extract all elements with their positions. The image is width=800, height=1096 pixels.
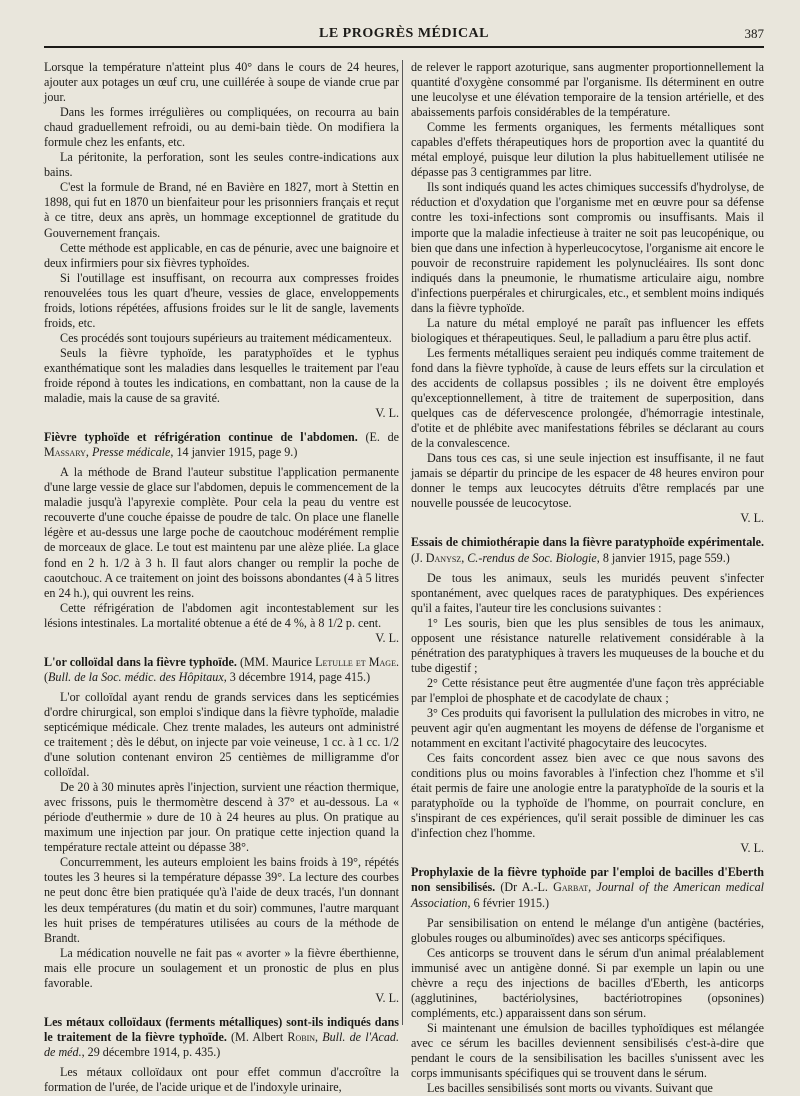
article-title: L'or colloïdal dans la fièvre typhoïde. [44, 654, 237, 669]
paragraph: C'est la formule de Brand, né en Bavière en 1827, mort à Stettin en 1898, qui fut en 1870 un bienfaiteur pour les prisonniers français et reçut à ce titre, deux ans après, un hommage exceptionnel de gratitude du Gouvernement français. [44, 180, 399, 240]
paragraph: Par sensibilisation on entend le mélange d'un antigène (bactéries, globules rouges ou albuminoïdes) avec ses anticorps spécifiques. [411, 915, 764, 945]
paragraph: Ces anticorps se trouvent dans le sérum d'un animal préalablement immunisé avec un antigène donné. Si par exemple un lapin ou une chèvre a reçu des injections de bacilles d'Eberth, les anticorps (agglutinines, bactériolysines, bactériotropines (opsonines) compléments, etc.) apparaissent dans son sérum. [411, 945, 764, 1020]
left-column [44, 60, 400, 1095]
ref-text: (E. de [357, 430, 400, 445]
paragraph: 2° Cette résistance peut être augmentée d'une façon très appréciable par l'emploi de phosphate et de cacodylate de chaux ; [411, 675, 764, 705]
ref-journal: Bull. de la Soc. médic. des Hôpitaux [48, 669, 224, 684]
column-divider [402, 60, 403, 1025]
paragraph: La nature du métal employé ne paraît pas influencer les effets biologiques et thérapeutiques. Seul, le palladium a paru être plus actif. [411, 315, 764, 345]
article-title: Prophylaxie de la fièvre typhoïde par l'emploi de bacilles d'Eberth non sensibilisés. [411, 865, 764, 895]
ref-text: (Dr A.-L. [495, 880, 554, 895]
ref-text: , 6 février 1915.) [467, 895, 550, 910]
article-title: Fièvre typhoïde et réfrigération continue de l'abdomen. [44, 430, 358, 445]
ref-text: . ( [44, 654, 399, 684]
ref-text: , [85, 445, 92, 460]
ref-text: , [588, 880, 597, 895]
ref-journal: Journal of the American medical Association [411, 880, 765, 910]
paragraph: 3° Ces produits qui favorisent la pullulation des microbes in vitro, ne peuvent agir qu'en augmentant les moyens de défense de l'organisme et notamment en excitant l'activité phagocytaire des leucocytes. [411, 705, 764, 751]
paragraph: 1° Les souris, bien que les plus sensibles de tous les animaux, opposent une résistance naturelle relativement considérable à la pénétration des paratyphiques à travers les muqueuses de la bouche et du tube digestif ; [411, 615, 764, 675]
article-heading [44, 430, 399, 460]
article-title: Les métaux colloïdaux (ferments métalliques) sont-ils indiqués dans le traitement de la fièvre typhoïde. [44, 1014, 399, 1044]
ref-text: , [315, 1029, 323, 1044]
signature: V. L. [375, 630, 399, 645]
paragraph: Les métaux colloïdaux ont pour effet commun d'accroître la formation de l'urée, de l'acide urique et de l'indoxyle urinaire, [44, 1065, 399, 1095]
paragraph: A la méthode de Brand l'auteur substitue l'application permanente d'une large vessie de glace sur l'abdomen, depuis le commencement de la maladie jusqu'à l'apyrexie complète. Pour cela la peau du ventre est recouverte d'une couche épaisse de poudre de talc. On place une flanelle légère et au-dessus une large poche de caoutchouc modérément remplie de morceaux de glace. Le tout est maintenu par une alèze pliée. La glace fond en 2 h. 1/2 à 3 h. Il faut alors changer ou remplir la poche de caoutchouc. A ce traitement on joint des boissons abondantes (4 à 5 litres en 24 h.), qui ouvrent les reins. [44, 465, 399, 600]
paragraph: de relever le rapport azoturique, sans augmenter proportionnellement la quantité d'oxygène consommé par l'organisme. Ils déterminent en outre une leucolyse et une élévation temporaire de la tension artérielle, et des abaissements parfois considérables de la température. [411, 60, 764, 120]
paragraph: De 20 à 30 minutes après l'injection, survient une réaction thermique, avec frissons, puis le thermomètre descend à 37° et au-dessous. La « période d'euthermie » dure de 10 à 24 heures au plus. On pratique au maximum une injection par jour. On pratique cette injection quand la température rectale atteint ou dépasse 38°. [44, 780, 399, 855]
signature: V. L. [740, 511, 764, 526]
paragraph: Ces faits concordent assez bien avec ce que nous savons des conditions plus ou moins favorables à l'infection chez l'homme et s'il était permis de faire une anologie entre la paratyphoïde de la souris et la paratyphoïde ou la typhoïde de l'homme, on pourrait conclure, en s'inspirant de ces expériences, qu'il serait possible de diminuer les cas d'infection chez l'homme. [411, 751, 764, 841]
ref-journal: Presse médicale [91, 445, 171, 460]
ref-author: Letulle et Mage [315, 654, 396, 669]
paragraph: Ces procédés sont toujours supérieurs au traitement médicamenteux. [60, 330, 392, 345]
paragraph: Dans tous ces cas, si une seule injection est insuffisante, il ne faut jamais se départir du principe de les espacer de 48 heures environ pour donner le temps aux leucocytes détruits d'être remplacés par une nouvelle poussée de leucocytose. [411, 451, 764, 511]
paragraph: Cette réfrigération de l'abdomen agit incontestablement sur les lésions intestinales. La mortalité obtenue a été de 4 %, à 8 1/2 p. cent. [44, 600, 399, 630]
article-heading [44, 1015, 399, 1060]
ref-text: , 14 janvier 1915, page 9.) [170, 445, 298, 460]
ref-journal: Bull. de l'Acad. de méd. [44, 1029, 400, 1059]
page-header [44, 24, 764, 48]
paragraph: Dans les formes irrégulières ou compliquées, on recourra au bain chaud graduellement refroidi, ou au demi-bain tiède. On modifiera la formule chez les enfants, etc. [44, 105, 399, 150]
page-number: 387 [744, 26, 764, 41]
ref-author: Danysz [425, 550, 462, 565]
paragraph: Comme les ferments organiques, les ferments métalliques sont capables d'effets thérapeutiques hors de proportion avec la quantité du métal employé, puisque leur dilution la plus habituellement utilisée ne dépasse pas 3 centigrammes par litre. [411, 120, 764, 180]
journal-title: LE PROGRÈS MÉDICAL [318, 26, 490, 41]
paragraph: Cette méthode est applicable, en cas de pénurie, avec une baignoire et deux infirmiers pour six fièvres typhoïdes. [44, 240, 399, 270]
ref-text: (M. Albert [226, 1029, 288, 1044]
ref-author: Robin [287, 1029, 316, 1044]
ref-text: , 8 janvier 1915, page 559.) [596, 550, 730, 565]
ref-text: (J. [411, 550, 426, 565]
ref-text: , 3 décembre 1914, page 415.) [223, 669, 371, 684]
signature: V. L. [375, 406, 399, 421]
paragraph: Concurremment, les auteurs emploient les bains froids à 19°, répétés toutes les 3 heures si la température dépasse 39°. La lecture des courbes ne peut donc être bien pratiquée qu'à l'aide de deux tracés, l'un donnant les deux températures (du matin et du soir) communes, l'autre marquant les huit prises de températures utilisées au cours de la méthode de Brandt. [44, 855, 399, 945]
ref-journal: C.-rendus de Soc. Biologie [467, 550, 597, 565]
paragraph: Seuls la fièvre typhoïde, les paratyphoïdes et le typhus exanthématique sont les maladies dans lesquelles le traitement par l'eau froide répond à toutes les indications, en combattant, non la cause de la maladie, mais la cause de sa gravité. [44, 345, 399, 406]
paragraph: Ils sont indiqués quand les actes chimiques successifs d'hydrolyse, de réduction et d'oxydation que l'organisme met en œuvre pour sa défense contre les toxi-infections sont compromis ou insuffisants. Mais il importe que la maladie infectieuse à traiter ne soit pas leucopénique, ou bien que dans une infection à hyperleucocytose, l'organisme ait encore le pouvoir de reconstruire rapidement les polynucléaires. Ils sont donc indiqués dans la pneumonie, le rhumatisme articulaire aigu, nombre d'infections puerpérales et chirurgicales, etc., et semblent moins indiqués dans la fièvre typhoïde. [411, 180, 764, 315]
paragraph: Lorsque la température n'atteint plus 40° dans le cours de 24 heures, ajouter aux potages un œuf cru, une cuillérée à soupe de viande crue par jour. [44, 60, 399, 105]
paragraph: La péritonite, la perforation, sont les seules contre-indications aux bains. [44, 150, 399, 180]
paragraph: De tous les animaux, seuls les muridés peuvent s'infecter spontanément, avec quelques races de paratyphiques. Des expériences qu'il a faites, l'auteur tire les conclusions suivantes : [411, 570, 764, 615]
ref-author: Massary [44, 445, 86, 460]
paragraph: La médication nouvelle ne fait pas « avorter » la fièvre éberthienne, mais elle procure un soulagement et un pronostic de plus en plus favorable. [44, 945, 399, 990]
article-heading [44, 655, 399, 685]
ref-text: (MM. Maurice [236, 654, 316, 669]
ref-text: , 29 décembre 1914, p. 435.) [81, 1044, 221, 1059]
paragraph: L'or colloïdal ayant rendu de grands services dans les septicémies d'ordre chirurgical, son emploi s'indique dans la fièvre typhoïde, maladie septicémique médicale. Chez trente malades, les auteurs ont administré ce traitement ; dès le début, on injecte par voie veineuse, 1 cc. à 1 cc. 1/2 d'une solution contenant environ 25 centièmes de milligramme d'or colloïdal. [44, 689, 399, 780]
article-heading [411, 535, 764, 565]
article-title: Essais de chimiothérapie dans la fièvre paratyphoïde expérimentale. [411, 535, 764, 550]
paragraph: Les bacilles sensibilisés sont morts ou vivants. Suivant que [427, 1081, 713, 1096]
right-column [411, 60, 765, 1096]
paragraph: Si maintenant une émulsion de bacilles typhoïdiques est mélangée avec ce sérum les bacilles deviennent sensibilisés c'est-à-dire que pendant le cours de la sensibilisation les bacilles s'unissent avec les corps immunisants spécifiques qui se trouvent dans le sérum. [411, 1020, 764, 1081]
article-heading [411, 865, 764, 910]
ref-text: , [461, 550, 468, 565]
signature: V. L. [375, 990, 399, 1005]
signature: V. L. [740, 841, 764, 856]
ref-author: Garbat [553, 880, 589, 895]
paragraph: Les ferments métalliques seraient peu indiqués comme traitement de fond dans la fièvre typhoïde, à cause de leurs effets sur la circulation et des accidents de collapsus possibles ; ils ne doivent être employés qu'exceptionnellement, à titre de traitement de superposition, dans quelques cas de défervescence prolongée, d'hémorragie intestinale, d'otite et de phlébite avec manifestations fébriles se déclarant au cours de la convalescence. [411, 345, 764, 451]
paragraph: Si l'outillage est insuffisant, on recourra aux compresses froides renouvelées tous les quart d'heure, vessies de glace, enveloppements froids, lotions répétées, affusions froides sur le lit de sangle, lavements froids, etc. [44, 270, 399, 330]
